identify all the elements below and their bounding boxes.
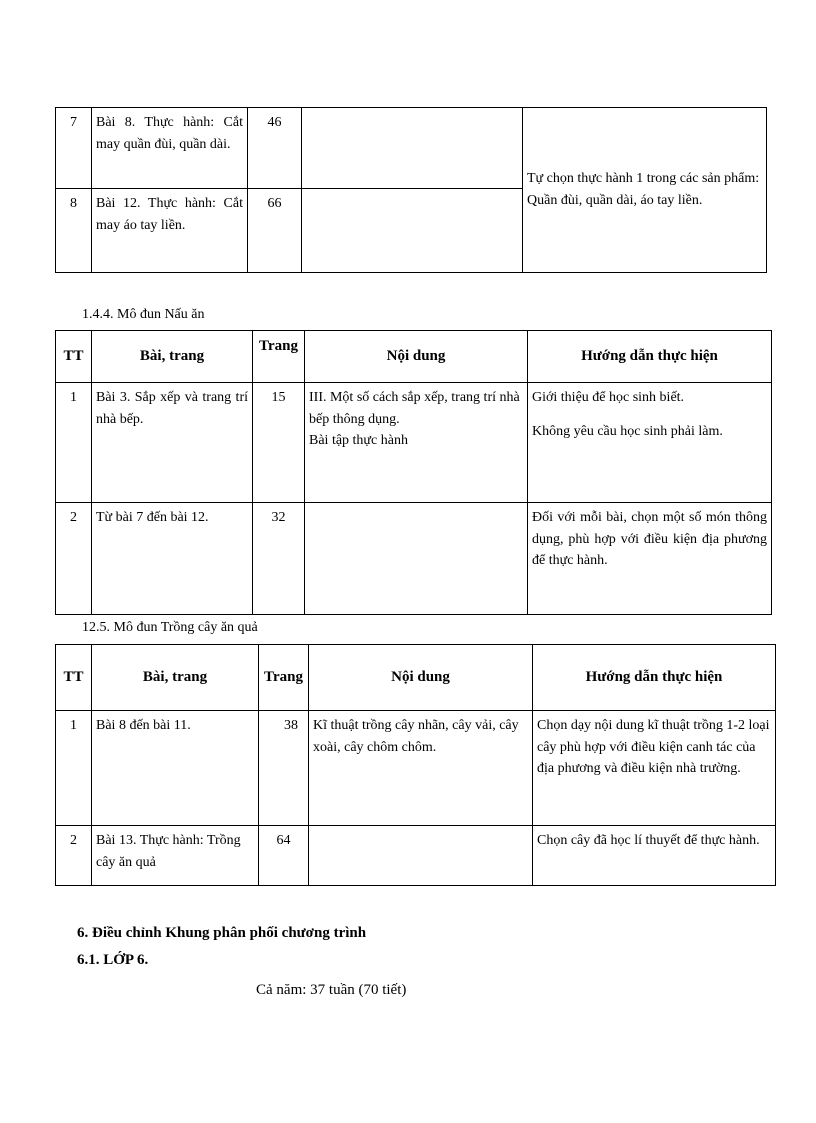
tt-cell: 1 — [56, 711, 92, 826]
tt-cell: 2 — [56, 503, 92, 615]
cooking-caption: 1.4.4. Mô đun Nấu ăn — [82, 307, 205, 322]
content-cell — [305, 383, 528, 503]
content-cell: Kĩ thuật trồng cây nhãn, cây vải, cây xoài, cây chôm chôm. — [309, 711, 533, 826]
year-note: Cả năm: 37 tuần (70 tiết) — [256, 982, 407, 998]
lesson-cell: Bài 8. Thực hành: Cắt may quần đùi, quần dài. — [92, 108, 248, 189]
fruit-caption: 12.5. Mô đun Trồng cây ăn quả — [82, 620, 258, 635]
guide-line: Không yêu cầu học sinh phải làm. — [532, 423, 723, 439]
header-guide: Hướng dẫn thực hiện — [533, 645, 776, 711]
header-content: Nội dung — [309, 645, 533, 711]
header-guide: Hướng dẫn thực hiện — [528, 331, 772, 383]
guide-cell: Tự chọn thực hành 1 trong các sản phẩm: Quần đùi, quần dài, áo tay liền. — [523, 108, 767, 273]
lesson-cell: Bài 13. Thực hành: Trồng cây ăn quả — [92, 826, 259, 886]
tt-cell: 1 — [56, 383, 92, 503]
guide-cell: Đối với mỗi bài, chọn một số món thông dụng, phù hợp với điều kiện địa phương để thực hành. — [528, 503, 772, 615]
cooking-table — [55, 330, 772, 615]
page-cell: 15 — [253, 383, 305, 503]
header-content: Nội dung — [305, 331, 528, 383]
content-cell — [302, 108, 523, 189]
lesson-cell: Bài 3. Sắp xếp và trang trí nhà bếp. — [92, 383, 253, 503]
guide-line: Giới thiệu để học sinh biết. — [532, 390, 685, 405]
header-tt: TT — [56, 645, 92, 711]
page-cell: 32 — [253, 503, 305, 615]
lesson-cell: Bài 8 đến bài 11. — [92, 711, 259, 826]
fruit-table — [55, 644, 776, 886]
header-page: Trang — [259, 645, 309, 711]
lesson-cell: Bài 12. Thực hành: Cắt may áo tay liền. — [92, 189, 248, 273]
table-row — [56, 711, 776, 826]
page-cell: 38 — [259, 711, 309, 826]
header-lesson: Bài, trang — [92, 645, 259, 711]
table-header-row — [56, 331, 772, 383]
tt-cell: 2 — [56, 826, 92, 886]
content-cell — [309, 826, 533, 886]
table-header-row — [56, 645, 776, 711]
content-line: Bài tập thực hành — [309, 433, 408, 449]
tt-cell: 7 — [56, 108, 92, 189]
sewing-table — [55, 107, 767, 273]
content-cell — [302, 189, 523, 273]
header-page: Trang — [253, 331, 305, 383]
tt-cell: 8 — [56, 189, 92, 273]
table-row — [56, 108, 767, 189]
section-subtitle: 6.1. LỚP 6. — [77, 952, 149, 968]
guide-cell: Chọn dạy nội dung kĩ thuật trồng 1-2 loại cây phù hợp với điều kiện canh tác của địa phương và điều kiện nhà trường. — [533, 711, 776, 826]
page-cell: 64 — [259, 826, 309, 886]
content-line: III. Một số cách sắp xếp, trang trí nhà bếp thông dụng. — [309, 390, 520, 427]
lesson-cell: Từ bài 7 đến bài 12. — [92, 503, 253, 615]
guide-cell: Chọn cây đã học lí thuyết để thực hành. — [533, 826, 776, 886]
page-cell: 66 — [248, 189, 302, 273]
header-lesson: Bài, trang — [92, 331, 253, 383]
table-row — [56, 383, 772, 503]
section-title: 6. Điều chỉnh Khung phân phối chương trình — [77, 925, 367, 941]
guide-cell — [528, 383, 772, 503]
content-cell — [305, 503, 528, 615]
table-row — [56, 503, 772, 615]
page-cell: 46 — [248, 108, 302, 189]
header-tt: TT — [56, 331, 92, 383]
table-row — [56, 826, 776, 886]
